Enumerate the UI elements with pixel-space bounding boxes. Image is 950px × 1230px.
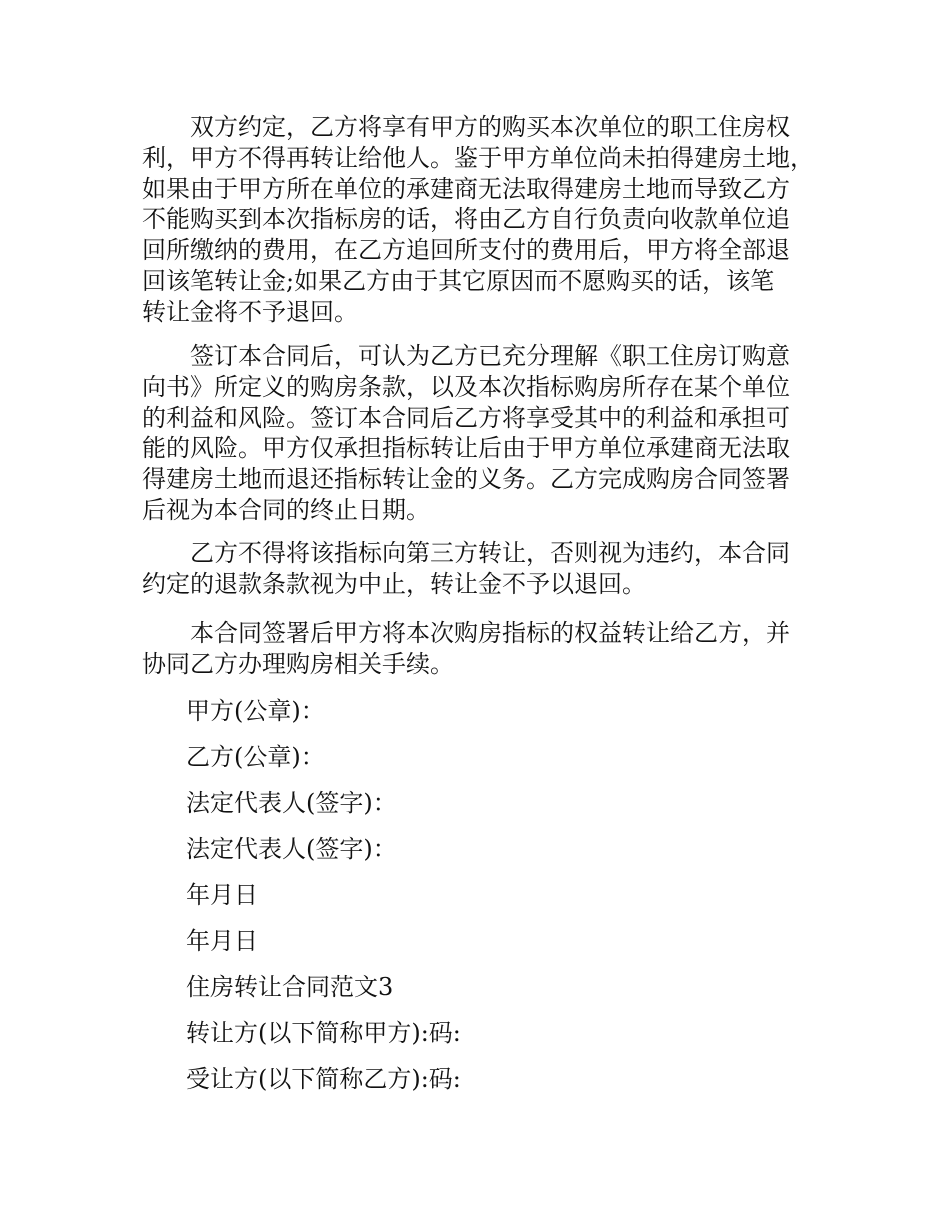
paragraph-line: 约定的退款条款视为中止，转让金不予以退回。 xyxy=(142,569,646,598)
paragraph-line: 后视为本合同的终止日期。 xyxy=(142,495,430,524)
paragraph-line: 乙方不得将该指标向第三方转让，否则视为违约，本合同 xyxy=(142,539,790,567)
paragraph-line: 不能购买到本次指标房的话，将由乙方自行负责向收款单位追 xyxy=(142,205,790,234)
paragraph-line: 利，甲方不得再转让给他人。鉴于甲方单位尚未拍得建房土地， xyxy=(142,143,814,172)
date-line: 年月日 xyxy=(186,881,258,909)
paragraph-line: 得建房土地而退还指标转让金的义务。乙方完成购房合同签署 xyxy=(142,465,790,494)
paragraph-line: 转让金将不予退回。 xyxy=(142,297,358,326)
contract-template-title: 住房转让合同范文3 xyxy=(186,973,394,1001)
date-line: 年月日 xyxy=(186,927,258,955)
paragraph-2 xyxy=(142,341,822,526)
paragraph-4 xyxy=(142,618,822,680)
paragraph-line: 回该笔转让金;如果乙方由于其它原因而不愿购买的话，该笔 xyxy=(142,266,775,295)
transferee-line: 受让方(以下简称乙方):码: xyxy=(186,1065,461,1093)
paragraph-line: 能的风险。甲方仅承担指标转让后由于甲方单位承建商无法取 xyxy=(142,434,790,463)
paragraph-3 xyxy=(142,538,822,600)
party-a-seal-line: 甲方(公章)： xyxy=(186,697,325,725)
party-b-seal-line: 乙方(公章)： xyxy=(186,743,325,771)
transferor-line: 转让方(以下简称甲方):码: xyxy=(186,1019,461,1047)
paragraph-line: 如果由于甲方所在单位的承建商无法取得建房土地而导致乙方 xyxy=(142,174,790,203)
paragraph-line: 向书》所定义的购房条款，以及本次指标购房所存在某个单位 xyxy=(142,372,790,401)
legal-representative-signature-line: 法定代表人(签字)： xyxy=(186,789,397,817)
paragraph-line: 协同乙方办理购房相关手续。 xyxy=(142,649,454,678)
paragraph-line: 签订本合同后，可认为乙方已充分理解《职工住房订购意 xyxy=(142,342,790,370)
paragraph-1 xyxy=(142,112,822,328)
paragraph-line: 双方约定，乙方将享有甲方的购买本次单位的职工住房权 xyxy=(142,113,790,141)
paragraph-line: 回所缴纳的费用，在乙方追回所支付的费用后，甲方将全部退 xyxy=(142,236,790,265)
paragraph-line: 的利益和风险。签订本合同后乙方将享受其中的利益和承担可 xyxy=(142,403,790,432)
paragraph-line: 本合同签署后甲方将本次购房指标的权益转让给乙方，并 xyxy=(142,619,790,647)
legal-representative-signature-line: 法定代表人(签字)： xyxy=(186,835,397,863)
